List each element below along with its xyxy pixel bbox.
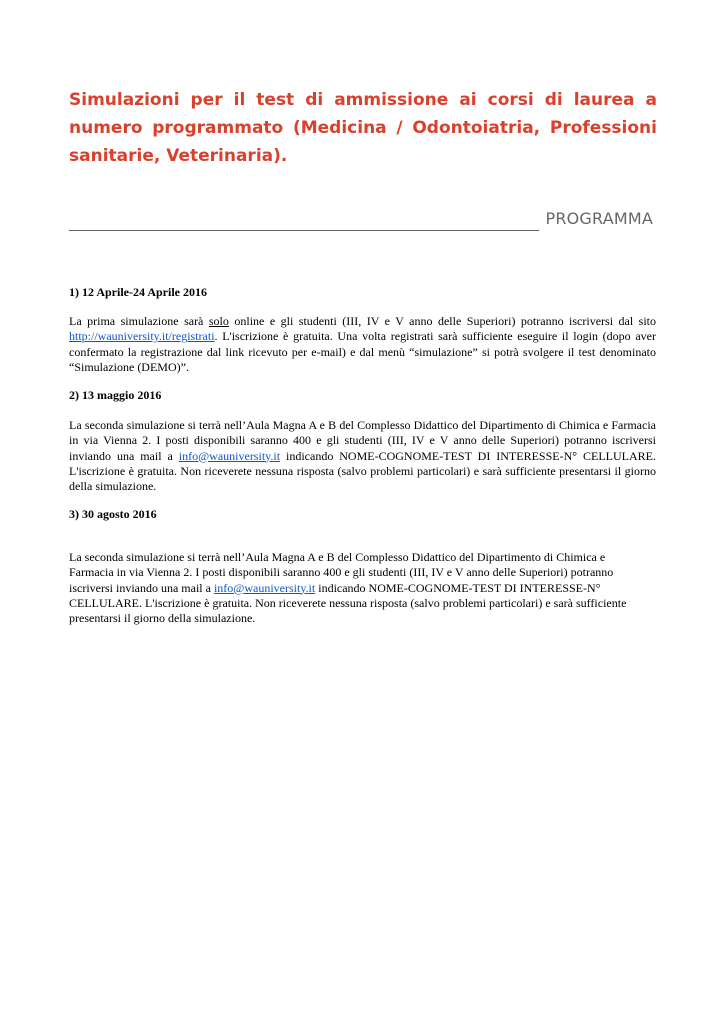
section-1-underlined: solo: [208, 314, 229, 328]
registrati-link[interactable]: http://wauniversity.it/registrati: [69, 329, 215, 344]
programma-header: [69, 207, 653, 231]
section-1-text-b: online e gli studenti (III, IV e V anno delle Superiori) potranno iscriversi dal sito: [228, 314, 657, 328]
section-2-text-a: La seconda simulazione si terrà nell’Aula Magna A e B del Complesso Didattico del Dipartimento di Chimica e Farmacia in via Vienna 2. I posti disponibili saranno 400 e gli studenti (III, IV e V anno delle Superiori) potranno iscriversi inviando una mail a: [69, 418, 656, 463]
section-1-text-a: La prima simulazione sarà: [69, 314, 209, 328]
section-3-heading: 3) 30 agosto 2016: [69, 507, 157, 521]
section-3-paragraph: [69, 550, 629, 626]
programma-label: PROGRAMMA: [545, 209, 653, 228]
header-rule: [69, 210, 539, 231]
section-3-text-a: La seconda simulazione si terrà nell’Aula Magna A e B del Complesso Didattico del Dipartimento di Chimica e Farmacia in via Vienna 2. I posti disponibili saranno 400 e gli studenti (III, IV e V anno delle Superiori) potranno iscriversi inviando una mail a: [69, 550, 614, 595]
section-2-text-b: indicando NOME-COGNOME-TEST DI INTERESSE-N° CELLULARE. L'iscrizione è gratuita. Non riceverete nessuna risposta (salvo problemi particolari) e sarà sufficiente presentarsi il giorno della simulazione.: [69, 448, 656, 494]
document-title: Simulazioni per il test di ammissione ai corsi di laurea a numero programmato (Medicina / Odontoiatria, Professioni sanitarie, Veterinaria).: [69, 90, 657, 166]
section-3-text-b: indicando NOME-COGNOME-TEST DI INTERESSE-N° CELLULARE. L'iscrizione è gratuita. Non riceverete nessuna risposta (salvo problemi particolari) e sarà sufficiente presentarsi il giorno della simulazione.: [69, 580, 627, 626]
section-1-heading: 1) 12 Aprile-24 Aprile 2016: [69, 285, 207, 299]
section-1-paragraph: [69, 314, 656, 375]
section-1-text-c: . L'iscrizione è gratuita. Una volta registrati sarà sufficiente eseguire il login (dopo aver confermato la registrazione dal link ricevuto per e-mail) e dal menù “simulazione” si potrà svolgere il test denominato “Simulazione (DEMO)”.: [69, 329, 656, 374]
section-2-heading: 2) 13 maggio 2016: [69, 388, 162, 402]
section-2-paragraph: [69, 418, 656, 494]
section-2-email-link[interactable]: info@wauniversity.it: [178, 448, 281, 463]
section-3-email-link[interactable]: info@wauniversity.it: [213, 580, 316, 595]
